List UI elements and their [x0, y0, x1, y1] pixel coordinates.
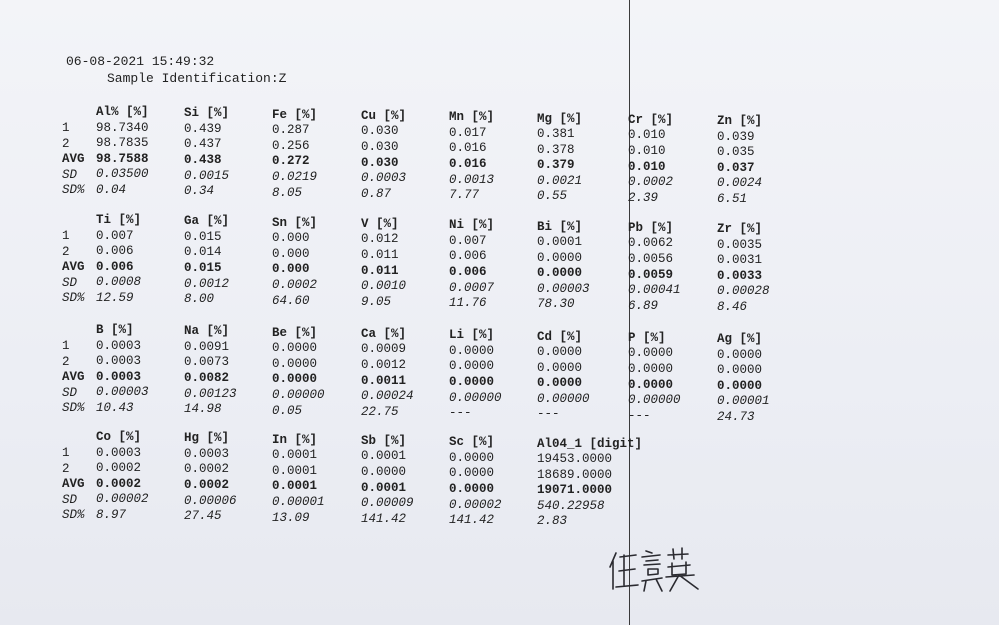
cell-sd: 0.00028: [717, 284, 770, 299]
cell-sdp: 141.42: [449, 513, 495, 528]
cell-sd: 0.0024: [717, 176, 763, 191]
cell-avg: 0.030: [361, 155, 399, 170]
cell-sdp: 141.42: [361, 511, 407, 526]
column-header: Fe [%]: [272, 107, 318, 122]
cell-r2: 0.030: [361, 140, 399, 155]
cell-avg: 0.0001: [361, 480, 407, 495]
column-header: Co [%]: [96, 430, 142, 444]
cell-r1: 0.0009: [361, 342, 407, 357]
cell-r2: 0.010: [628, 143, 666, 158]
element-column: [717, 114, 762, 208]
column-header: Ca [%]: [361, 326, 407, 341]
cell-sd: 0.00123: [184, 386, 237, 401]
cell-sdp: 14.98: [184, 402, 222, 417]
cell-sd: 0.0010: [361, 279, 407, 294]
cell-r2: 0.0012: [361, 358, 407, 373]
cell-r1: 0.0000: [272, 341, 318, 356]
column-header: Pb [%]: [628, 220, 674, 235]
column-header: Ag [%]: [717, 332, 763, 347]
element-column: [272, 433, 325, 527]
element-column: [184, 324, 237, 418]
cell-avg: 0.0003: [96, 369, 142, 384]
cell-sdp: ---: [628, 408, 651, 423]
cell-r1: 0.0062: [628, 236, 674, 251]
cell-sd: 0.00024: [361, 389, 414, 404]
cell-sdp: ---: [449, 406, 472, 421]
cell-r1: 0.010: [628, 128, 666, 143]
cell-sdp: 13.09: [272, 510, 310, 525]
cell-sd: 0.00000: [449, 390, 502, 405]
column-header: Zn [%]: [717, 114, 763, 129]
column-header: Cu [%]: [361, 108, 407, 123]
cell-sdp: ---: [537, 407, 560, 422]
row-label: AVG: [62, 152, 85, 167]
element-column: [537, 220, 590, 314]
cell-sd: 0.00006: [184, 493, 237, 508]
cell-r2: 0.014: [184, 245, 222, 260]
element-column: [272, 326, 325, 420]
cell-r1: 0.039: [717, 129, 755, 144]
cell-avg: 0.379: [537, 158, 575, 173]
cell-sdp: 7.77: [449, 188, 480, 203]
element-column: [96, 323, 149, 417]
row-label: SD: [62, 167, 78, 182]
element-column: [449, 328, 502, 422]
column-header: Ti [%]: [96, 213, 142, 227]
cell-r2: 0.0000: [628, 361, 674, 376]
cell-avg: 0.0000: [449, 481, 495, 496]
cell-sd: 0.0003: [361, 171, 407, 186]
cell-sdp: 0.55: [537, 189, 568, 204]
cell-avg: 0.037: [717, 160, 755, 175]
element-column: [361, 434, 414, 528]
handwritten-signature: [602, 545, 722, 595]
cell-sdp: 8.00: [184, 292, 215, 307]
column-header: Si [%]: [184, 106, 230, 121]
cell-sdp: 2.39: [628, 190, 659, 205]
cell-sdp: 6.89: [628, 298, 659, 313]
cell-sd: 0.00002: [96, 492, 149, 507]
cell-avg: 0.006: [449, 264, 487, 279]
cell-r1: 0.0003: [96, 445, 142, 460]
column-header: Sb [%]: [361, 433, 407, 448]
cell-sd: 0.00002: [449, 497, 502, 512]
cell-avg: 0.272: [272, 154, 310, 169]
cell-avg: 0.0000: [717, 378, 763, 393]
cell-r1: 0.030: [361, 124, 399, 139]
cell-sdp: 27.45: [184, 509, 222, 524]
column-header: Ni [%]: [449, 218, 495, 233]
cell-r2: 0.0000: [717, 363, 763, 378]
element-column: [717, 332, 770, 426]
column-header: In [%]: [272, 432, 318, 447]
cell-sd: 0.0002: [272, 277, 318, 292]
cell-sd: 0.0219: [272, 169, 318, 184]
element-column: [272, 216, 317, 310]
row-label: 2: [62, 244, 70, 259]
cell-sdp: 0.05: [272, 403, 303, 418]
column-header: Al% [%]: [96, 105, 149, 119]
cell-avg: 0.006: [96, 259, 134, 274]
cell-r2: 0.011: [361, 248, 399, 263]
cell-avg: 0.0082: [184, 371, 230, 386]
cell-avg: 0.438: [184, 153, 222, 168]
element-column: [96, 430, 149, 524]
cell-r1: 0.0000: [449, 450, 495, 465]
element-column: [449, 218, 494, 312]
cell-avg: 0.0000: [272, 372, 318, 387]
column-header: Mn [%]: [449, 110, 495, 125]
cell-sd: 0.0015: [184, 168, 230, 183]
cell-sdp: 24.73: [717, 410, 755, 425]
cell-r2: 0.0001: [272, 463, 318, 478]
cell-avg: 19071.0000: [537, 483, 613, 498]
cell-r2: 18689.0000: [537, 467, 613, 482]
cell-r1: 0.0000: [628, 346, 674, 361]
cell-r2: 0.0000: [537, 250, 583, 265]
cell-avg: 0.0000: [537, 266, 583, 281]
element-column: [628, 331, 681, 425]
cell-avg: 0.0059: [628, 267, 674, 282]
cell-sdp: 8.05: [272, 185, 303, 200]
cell-r1: 0.0003: [96, 338, 142, 353]
cell-r2: 0.016: [449, 141, 487, 156]
column-header: Mg [%]: [537, 111, 583, 126]
row-label: SD%: [62, 401, 85, 416]
cell-sd: 0.00041: [628, 283, 681, 298]
row-label: AVG: [62, 370, 85, 385]
column-header: Zr [%]: [717, 222, 763, 237]
cell-r2: 0.437: [184, 137, 222, 152]
column-header: Be [%]: [272, 325, 318, 340]
element-column: [184, 106, 229, 200]
cell-r1: 0.381: [537, 127, 575, 142]
cell-sdp: 8.46: [717, 300, 748, 315]
cell-sdp: 0.34: [184, 184, 215, 199]
cell-sd: 0.0002: [628, 175, 674, 190]
cell-r2: 98.7835: [96, 136, 149, 151]
row-label: 1: [62, 339, 70, 353]
cell-sdp: 12.59: [96, 290, 134, 305]
element-column: [537, 112, 582, 206]
cell-sdp: 22.75: [361, 404, 399, 419]
cell-r1: 0.007: [96, 228, 134, 243]
cell-sdp: 8.97: [96, 507, 127, 522]
element-column: [361, 327, 414, 421]
column-header: Al04_1 [digit]: [537, 436, 643, 451]
cell-r1: 0.0001: [537, 235, 583, 250]
cell-avg: 0.0000: [628, 377, 674, 392]
cell-r2: 0.006: [449, 249, 487, 264]
cell-sd: 0.00009: [361, 496, 414, 511]
column-header: B [%]: [96, 323, 134, 337]
cell-sdp: 64.60: [272, 293, 310, 308]
cell-r1: 98.7340: [96, 120, 149, 135]
row-label: SD: [62, 492, 78, 507]
cell-r1: 0.0091: [184, 339, 230, 354]
cell-sd: 0.0021: [537, 173, 583, 188]
cell-sd: 0.0012: [184, 276, 230, 291]
cell-r1: 0.0001: [361, 449, 407, 464]
cell-sd: 0.00000: [628, 393, 681, 408]
cell-sd: 0.0008: [96, 275, 142, 290]
column-header: Li [%]: [449, 328, 495, 343]
element-column: [96, 105, 149, 199]
cell-r1: 0.0003: [184, 446, 230, 461]
cell-sd: 0.00000: [272, 387, 325, 402]
cell-r2: 0.0031: [717, 253, 763, 268]
column-header: Cr [%]: [628, 112, 674, 127]
cell-r2: 0.0000: [537, 360, 583, 375]
cell-r1: 0.0001: [272, 448, 318, 463]
element-column: [628, 113, 673, 207]
row-label: 1: [62, 446, 70, 460]
cell-sdp: 78.30: [537, 297, 575, 312]
element-column: [537, 330, 590, 424]
cell-sd: 0.00001: [272, 494, 325, 509]
cell-r2: 0.0073: [184, 355, 230, 370]
cell-r1: 0.287: [272, 123, 310, 138]
cell-r1: 0.015: [184, 229, 222, 244]
cell-r1: 0.007: [449, 233, 487, 248]
cell-avg: 0.0033: [717, 268, 763, 283]
cell-sd: 0.00003: [537, 281, 590, 296]
column-header: P [%]: [628, 330, 666, 345]
row-labels: [62, 339, 85, 417]
cell-r1: 19453.0000: [537, 452, 613, 467]
cell-sd: 0.0013: [449, 172, 495, 187]
cell-sd: 0.00001: [717, 394, 770, 409]
element-column: [717, 222, 770, 316]
cell-r1: 0.0000: [449, 343, 495, 358]
cell-avg: 0.015: [184, 261, 222, 276]
cell-sd: 0.00003: [96, 385, 149, 400]
element-column: [272, 108, 317, 202]
row-label: 2: [62, 461, 70, 476]
cell-r2: 0.0000: [449, 359, 495, 374]
cell-r1: 0.017: [449, 125, 487, 140]
cell-avg: 0.0011: [361, 373, 407, 388]
row-label: 2: [62, 136, 70, 151]
column-header: Sc [%]: [449, 435, 495, 450]
sample-identification: Sample Identification:Z: [107, 71, 287, 86]
row-labels: [62, 229, 85, 307]
cell-avg: 0.0002: [184, 478, 230, 493]
column-header: Hg [%]: [184, 431, 230, 446]
cell-sdp: 10.43: [96, 400, 134, 415]
row-label: SD: [62, 385, 78, 400]
cell-r1: 0.000: [272, 231, 310, 246]
column-header: V [%]: [361, 216, 399, 231]
element-column: [184, 431, 237, 525]
cell-sd: 0.03500: [96, 167, 149, 182]
row-label: 2: [62, 354, 70, 369]
cell-r2: 0.000: [272, 246, 310, 261]
cell-avg: 0.016: [449, 156, 487, 171]
element-column: [361, 217, 406, 311]
row-label: AVG: [62, 477, 85, 492]
column-header: Na [%]: [184, 324, 230, 339]
cell-sd: 0.0007: [449, 280, 495, 295]
element-column: [449, 435, 502, 529]
cell-sd: 540.22958: [537, 498, 605, 513]
element-column: [537, 437, 642, 531]
element-column: [628, 221, 681, 315]
cell-r1: 0.012: [361, 232, 399, 247]
cell-avg: 0.0002: [96, 476, 142, 491]
cell-sdp: 0.04: [96, 182, 127, 197]
cell-avg: 0.0000: [537, 376, 583, 391]
cell-r2: 0.0002: [96, 461, 142, 476]
column-header: Cd [%]: [537, 329, 583, 344]
cell-r2: 0.0056: [628, 251, 674, 266]
row-label: SD%: [62, 183, 85, 198]
cell-r1: 0.439: [184, 121, 222, 136]
cell-avg: 98.7588: [96, 151, 149, 166]
row-labels: [62, 121, 85, 199]
cell-r2: 0.0000: [272, 356, 318, 371]
row-label: 1: [62, 121, 70, 135]
element-column: [361, 109, 406, 203]
column-header: Bi [%]: [537, 219, 583, 234]
cell-r1: 0.0035: [717, 237, 763, 252]
row-label: AVG: [62, 260, 85, 275]
cell-r2: 0.035: [717, 145, 755, 160]
element-column: [449, 110, 494, 204]
cell-sd: 0.00000: [537, 391, 590, 406]
row-labels: [62, 446, 85, 524]
cell-r2: 0.0002: [184, 462, 230, 477]
cell-sdp: 9.05: [361, 294, 392, 309]
measurement-datetime: 06-08-2021 15:49:32: [66, 54, 215, 69]
element-column: [96, 213, 141, 307]
row-label: SD%: [62, 508, 85, 523]
cell-r2: 0.0003: [96, 354, 142, 369]
cell-r2: 0.006: [96, 244, 134, 259]
cell-r2: 0.0000: [449, 466, 495, 481]
row-label: SD%: [62, 291, 85, 306]
row-label: SD: [62, 275, 78, 290]
cell-sdp: 6.51: [717, 192, 748, 207]
column-header: Sn [%]: [272, 215, 318, 230]
cell-r2: 0.0000: [361, 465, 407, 480]
cell-r2: 0.256: [272, 138, 310, 153]
cell-sdp: 11.76: [449, 296, 487, 311]
element-column: [184, 214, 229, 308]
row-label: 1: [62, 229, 70, 243]
cell-avg: 0.000: [272, 262, 310, 277]
cell-avg: 0.011: [361, 263, 399, 278]
cell-avg: 0.010: [628, 159, 666, 174]
cell-r2: 0.378: [537, 142, 575, 157]
column-header: Ga [%]: [184, 214, 230, 229]
cell-r1: 0.0000: [537, 345, 583, 360]
cell-sdp: 2.83: [537, 514, 568, 529]
cell-avg: 0.0001: [272, 479, 318, 494]
cell-avg: 0.0000: [449, 374, 495, 389]
cell-sdp: 0.87: [361, 186, 392, 201]
cell-r1: 0.0000: [717, 347, 763, 362]
